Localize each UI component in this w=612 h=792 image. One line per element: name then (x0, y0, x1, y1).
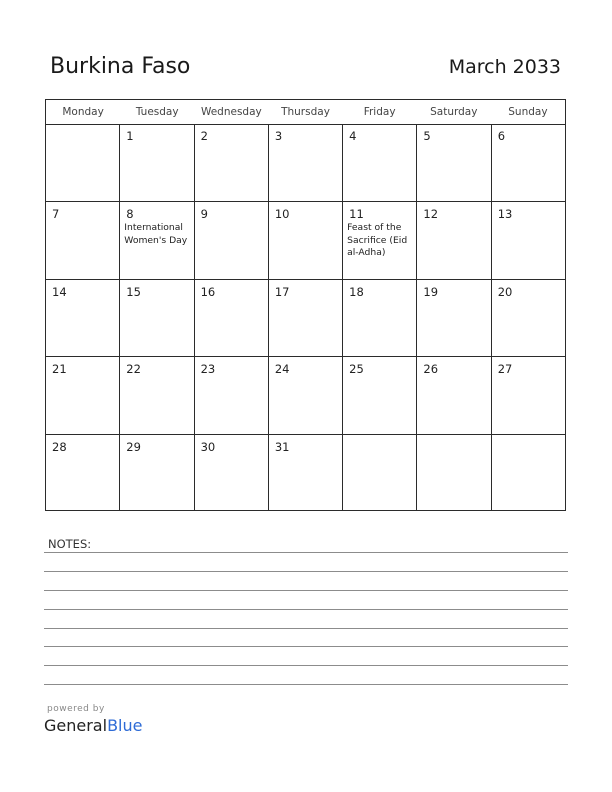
day-number: 10 (274, 207, 290, 221)
week-row-4 (46, 357, 565, 435)
day-number: 25 (349, 362, 364, 376)
day-number: 24 (274, 362, 290, 376)
day-number: 30 (200, 440, 216, 454)
week-row-2 (46, 202, 565, 280)
day-number: 29 (126, 440, 141, 454)
day-cell (195, 280, 269, 356)
weekday-thursday: Thursday (281, 106, 330, 118)
day-number: 2 (200, 129, 208, 143)
day-cell (120, 435, 194, 510)
note-line (44, 665, 568, 666)
notes-label: NOTES: (48, 537, 92, 551)
day-cell (492, 124, 565, 201)
day-cell (269, 280, 343, 356)
weekday-wednesday: Wednesday (200, 106, 262, 118)
day-cell (492, 435, 565, 510)
note-line (44, 628, 568, 629)
day-number: 27 (497, 362, 513, 376)
note-line (44, 646, 568, 647)
day-cell (195, 202, 269, 279)
day-number: 16 (200, 285, 216, 299)
powered-by-text: powered by (47, 704, 105, 714)
day-cell (46, 124, 120, 201)
day-number: 14 (52, 285, 67, 299)
day-cell (269, 124, 343, 201)
holiday-label: Feast of the Sacrifice (Eid al-Adha) (347, 222, 408, 258)
day-number: 21 (52, 362, 67, 376)
day-number: 23 (200, 362, 216, 376)
day-cell (195, 357, 269, 434)
brand-general-text: General (44, 716, 108, 735)
day-number: 19 (423, 285, 439, 299)
day-number: 3 (274, 129, 283, 143)
week-row-1 (46, 124, 565, 202)
day-cell (120, 202, 194, 279)
day-cell (417, 435, 491, 510)
day-number: 17 (274, 285, 290, 299)
day-cell (46, 435, 120, 510)
day-cell (417, 280, 491, 356)
day-cell (343, 435, 417, 510)
day-cell (417, 202, 491, 279)
day-cell (120, 124, 194, 201)
weekday-friday: Friday (363, 106, 396, 118)
weekday-saturday: Saturday (430, 106, 478, 118)
day-cell (492, 280, 565, 356)
day-number: 20 (497, 285, 513, 299)
day-cell (269, 357, 343, 434)
weekday-sunday: Sunday (508, 106, 548, 118)
day-number: 9 (200, 207, 208, 221)
day-number: 7 (52, 207, 60, 221)
day-cell (343, 357, 417, 434)
day-number: 13 (497, 207, 513, 221)
day-cell (492, 357, 565, 434)
note-line (44, 552, 568, 553)
generalblue-logo (44, 716, 142, 735)
day-cell (269, 202, 343, 279)
day-cell (343, 280, 417, 356)
day-number: 11 (349, 207, 364, 221)
day-cell (343, 202, 417, 279)
weekday-header-row (46, 100, 565, 125)
day-number: 5 (423, 129, 431, 143)
day-number: 6 (497, 129, 506, 143)
week-row-3 (46, 280, 565, 357)
day-cell (195, 435, 269, 510)
day-cell (46, 357, 120, 434)
holiday-label: International Women's Day (124, 222, 188, 246)
week-row-5 (46, 435, 565, 510)
day-cell (417, 357, 491, 434)
day-number: 26 (423, 362, 439, 376)
month-year-title: March 2033 (448, 56, 561, 78)
brand-blue-text: Blue (107, 716, 143, 735)
weekday-monday: Monday (62, 106, 104, 118)
day-cell (120, 357, 194, 434)
day-number: 15 (126, 285, 141, 299)
day-number: 28 (52, 440, 67, 454)
day-cell (492, 202, 565, 279)
calendar-grid (45, 99, 566, 511)
day-number: 22 (126, 362, 141, 376)
day-cell (120, 280, 194, 356)
day-cell (195, 124, 269, 201)
day-cell (46, 280, 120, 356)
day-number: 8 (126, 207, 134, 221)
day-cell (269, 435, 343, 510)
day-number: 4 (349, 129, 357, 143)
note-line (44, 590, 568, 591)
day-number: 1 (126, 129, 134, 143)
day-number: 31 (274, 440, 290, 454)
day-cell (343, 124, 417, 201)
day-cell (417, 124, 491, 201)
weekday-tuesday: Tuesday (135, 106, 179, 118)
country-title: Burkina Faso (50, 54, 191, 79)
day-number: 18 (349, 285, 364, 299)
day-cell (46, 202, 120, 279)
note-line (44, 684, 568, 685)
note-line (44, 571, 568, 572)
note-line (44, 609, 568, 610)
day-number: 12 (423, 207, 439, 221)
